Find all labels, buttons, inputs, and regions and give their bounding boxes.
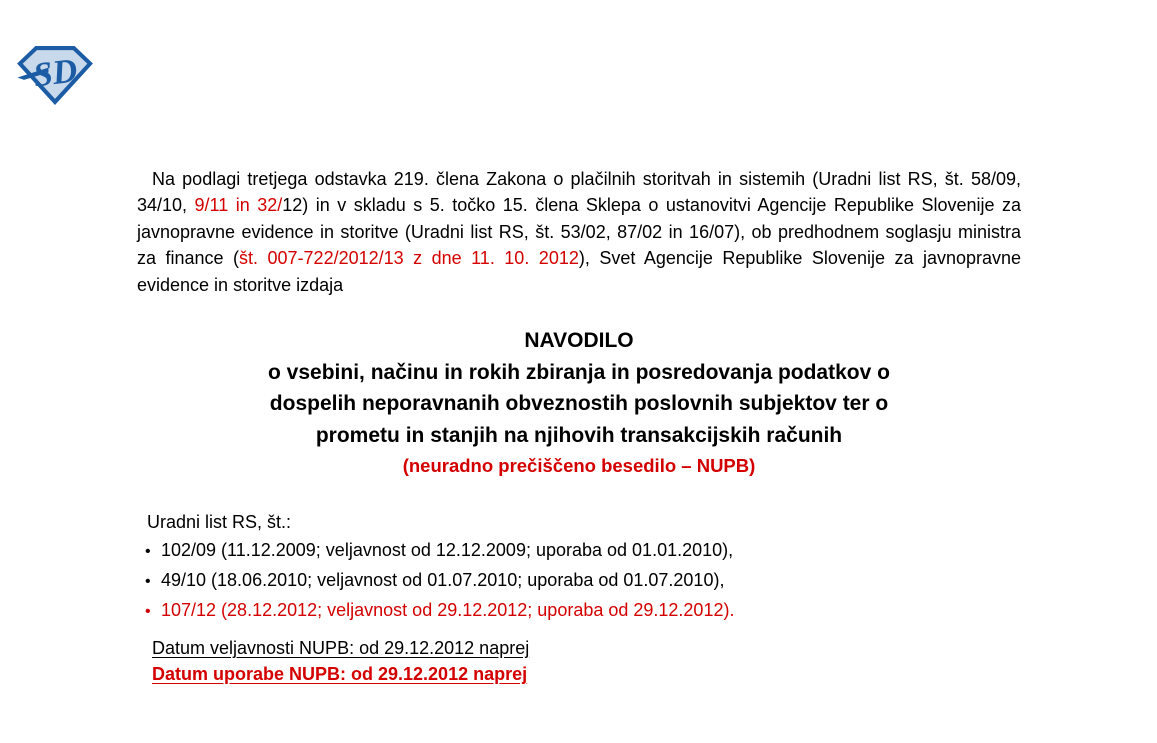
gazette-item bbox=[145, 596, 1021, 626]
document-content bbox=[137, 166, 1021, 687]
gazette-item-text: 49/10 (18.06.2010; veljavnost od 01.07.2010; uporaba od 01.07.2010), bbox=[161, 570, 725, 591]
gazette-item bbox=[145, 536, 1021, 566]
gazette-item-text: 107/12 (28.12.2012; veljavnost od 29.12.2012; uporaba od 29.12.2012). bbox=[161, 600, 735, 621]
intro-segment-red: št. 007-722/2012/13 z dne 11. 10. 2012 bbox=[239, 248, 579, 269]
intro-segment-red: 9/11 in 32/ bbox=[194, 195, 283, 216]
usage-date-line: Datum uporabe NUPB: od 29.12.2012 naprej bbox=[152, 664, 528, 685]
document-subtitle-line: o vsebini, načinu in rokih zbiranja in posredovanja podatkov o bbox=[268, 360, 890, 384]
gazette-item-text: 102/09 (11.12.2009; veljavnost od 12.12.2009; uporaba od 01.01.2010), bbox=[161, 540, 734, 561]
gazette-list bbox=[137, 536, 1021, 626]
intro-segment: Na podlagi tretjega odstavka 219. člena Zakona o plačilnih storitvah in sistemih (Uradni list RS, št. 58/09, 34/10, bbox=[137, 169, 1021, 216]
validity-section bbox=[152, 635, 1021, 687]
intro-paragraph bbox=[137, 166, 1021, 298]
sd-shield-logo-icon bbox=[14, 44, 96, 106]
gazette-item bbox=[145, 566, 1021, 596]
document-subtitle-line: prometu in stanjih na njihovih transakcijskih računih bbox=[315, 423, 843, 447]
title-block bbox=[137, 325, 1021, 480]
document-subtitle-line: dospelih neporavnanih obveznostih poslovnih subjektov ter o bbox=[269, 392, 889, 416]
svg-text:SD: SD bbox=[31, 51, 80, 95]
validity-date-line: Datum veljavnosti NUPB: od 29.12.2012 naprej bbox=[152, 638, 530, 659]
unofficial-text-note: (neuradno prečiščeno besedilo – NUPB) bbox=[402, 455, 756, 477]
gazette-label: Uradni list RS, št.: bbox=[147, 512, 292, 533]
gazette-section bbox=[137, 508, 1021, 626]
document-title: NAVODILO bbox=[524, 329, 634, 353]
intro-segment: 12) in v skladu s 5. točko 15. člena Sklepa o ustanovitvi Agencije Republike Slovenije za javnopravne evidence in storitve (Uradni list RS, št. 53/02, 87/02 in 16/07), ob predhodnem soglasju ministra za finance ( bbox=[137, 195, 1022, 269]
intro-segment: ), Svet Agencije Republike Slovenije za javnopravne evidence in storitve izdaja bbox=[137, 248, 1022, 295]
